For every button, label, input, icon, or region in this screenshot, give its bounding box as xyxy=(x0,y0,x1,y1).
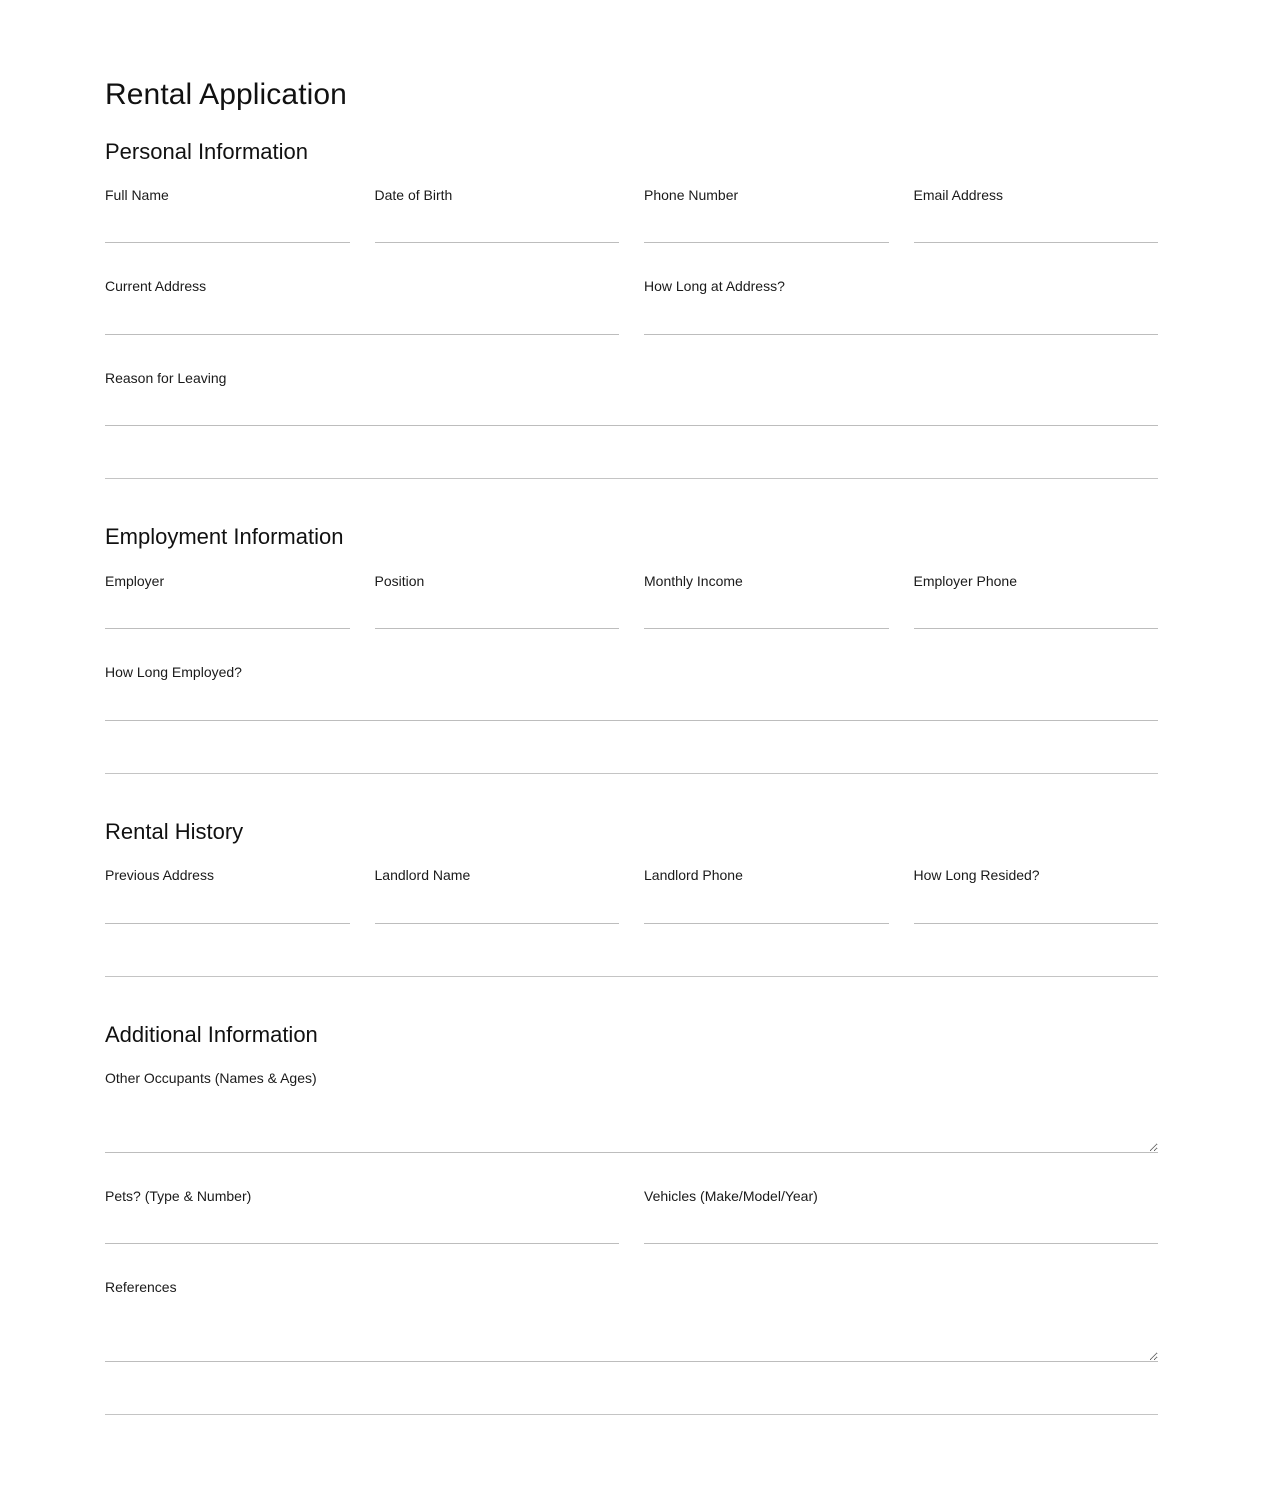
field-label: Date of Birth xyxy=(374,186,453,203)
field-label: Pets? (Type & Number) xyxy=(105,1187,252,1204)
field-employer-phone xyxy=(914,573,1159,630)
field-label: References xyxy=(105,1279,177,1296)
textarea-references[interactable] xyxy=(105,1304,1158,1362)
field-row xyxy=(105,370,1158,427)
section-heading: Additional Information xyxy=(105,1021,318,1047)
field-label: Position xyxy=(374,572,425,589)
section-additional-information xyxy=(105,1022,1158,1362)
input-date-of-birth[interactable] xyxy=(375,211,620,243)
field-label: How Long Employed? xyxy=(105,664,242,681)
field-position xyxy=(375,573,620,630)
input-reason-for-leaving[interactable] xyxy=(105,394,1158,426)
textarea-other-occupants-names-ages[interactable] xyxy=(105,1095,1158,1153)
field-current-address xyxy=(105,278,619,335)
field-row xyxy=(105,867,1158,924)
field-row xyxy=(105,1070,1158,1153)
input-previous-address[interactable] xyxy=(105,892,350,924)
field-label: Landlord Phone xyxy=(644,867,743,884)
field-row xyxy=(105,1188,1158,1245)
input-vehicles-make-model-year[interactable] xyxy=(644,1212,1158,1244)
field-pets-type-number xyxy=(105,1188,619,1245)
field-vehicles-make-model-year xyxy=(644,1188,1158,1245)
field-label: Other Occupants (Names & Ages) xyxy=(105,1070,317,1087)
field-landlord-phone xyxy=(644,867,889,924)
field-phone-number xyxy=(644,187,889,244)
field-label: Employer Phone xyxy=(913,572,1018,589)
page-title: Rental Application xyxy=(105,78,347,111)
field-date-of-birth xyxy=(375,187,620,244)
spacer xyxy=(105,774,1158,819)
input-phone-number[interactable] xyxy=(644,211,889,243)
field-monthly-income xyxy=(644,573,889,630)
field-email-address xyxy=(914,187,1159,244)
field-label: Full Name xyxy=(105,186,169,203)
field-references xyxy=(105,1279,1158,1362)
field-label: Monthly Income xyxy=(644,572,743,589)
section-personal-information xyxy=(105,139,1158,427)
section-heading: Rental History xyxy=(105,818,244,844)
field-previous-address xyxy=(105,867,350,924)
field-how-long-employed xyxy=(105,664,1158,721)
field-label: Employer xyxy=(105,572,165,589)
input-monthly-income[interactable] xyxy=(644,597,889,629)
field-label: Vehicles (Make/Model/Year) xyxy=(644,1187,818,1204)
field-label: How Long Resided? xyxy=(913,867,1040,884)
spacer xyxy=(105,721,1158,773)
field-label: Landlord Name xyxy=(374,867,471,884)
input-employer[interactable] xyxy=(105,597,350,629)
input-email-address[interactable] xyxy=(914,211,1159,243)
spacer xyxy=(105,1362,1158,1414)
field-label: Phone Number xyxy=(644,186,739,203)
input-how-long-at-address[interactable] xyxy=(644,303,1158,335)
section-employment-information xyxy=(105,524,1158,720)
section-heading: Employment Information xyxy=(105,524,344,550)
input-how-long-resided[interactable] xyxy=(914,892,1159,924)
field-how-long-at-address xyxy=(644,278,1158,335)
field-full-name xyxy=(105,187,350,244)
field-reason-for-leaving xyxy=(105,370,1158,427)
field-label: Previous Address xyxy=(105,867,214,884)
input-pets-type-number[interactable] xyxy=(105,1212,619,1244)
input-landlord-phone[interactable] xyxy=(644,892,889,924)
section-rental-history xyxy=(105,819,1158,924)
input-how-long-employed[interactable] xyxy=(105,689,1158,721)
field-row xyxy=(105,1279,1158,1362)
field-row xyxy=(105,187,1158,244)
spacer xyxy=(105,426,1158,478)
field-row xyxy=(105,664,1158,721)
field-row xyxy=(105,278,1158,335)
input-full-name[interactable] xyxy=(105,211,350,243)
section-heading: Personal Information xyxy=(105,138,308,164)
spacer xyxy=(105,977,1158,1022)
field-other-occupants-names-ages xyxy=(105,1070,1158,1153)
section-divider xyxy=(105,1414,1158,1415)
form-sections xyxy=(105,139,1158,1415)
spacer xyxy=(105,924,1158,976)
field-landlord-name xyxy=(375,867,620,924)
field-row xyxy=(105,573,1158,630)
input-position[interactable] xyxy=(375,597,620,629)
field-label: How Long at Address? xyxy=(644,278,785,295)
input-landlord-name[interactable] xyxy=(375,892,620,924)
field-label: Current Address xyxy=(105,278,207,295)
field-employer xyxy=(105,573,350,630)
input-employer-phone[interactable] xyxy=(914,597,1159,629)
input-current-address[interactable] xyxy=(105,303,619,335)
field-label: Reason for Leaving xyxy=(105,369,227,386)
field-label: Email Address xyxy=(913,186,1003,203)
spacer xyxy=(105,479,1158,524)
field-how-long-resided xyxy=(914,867,1159,924)
